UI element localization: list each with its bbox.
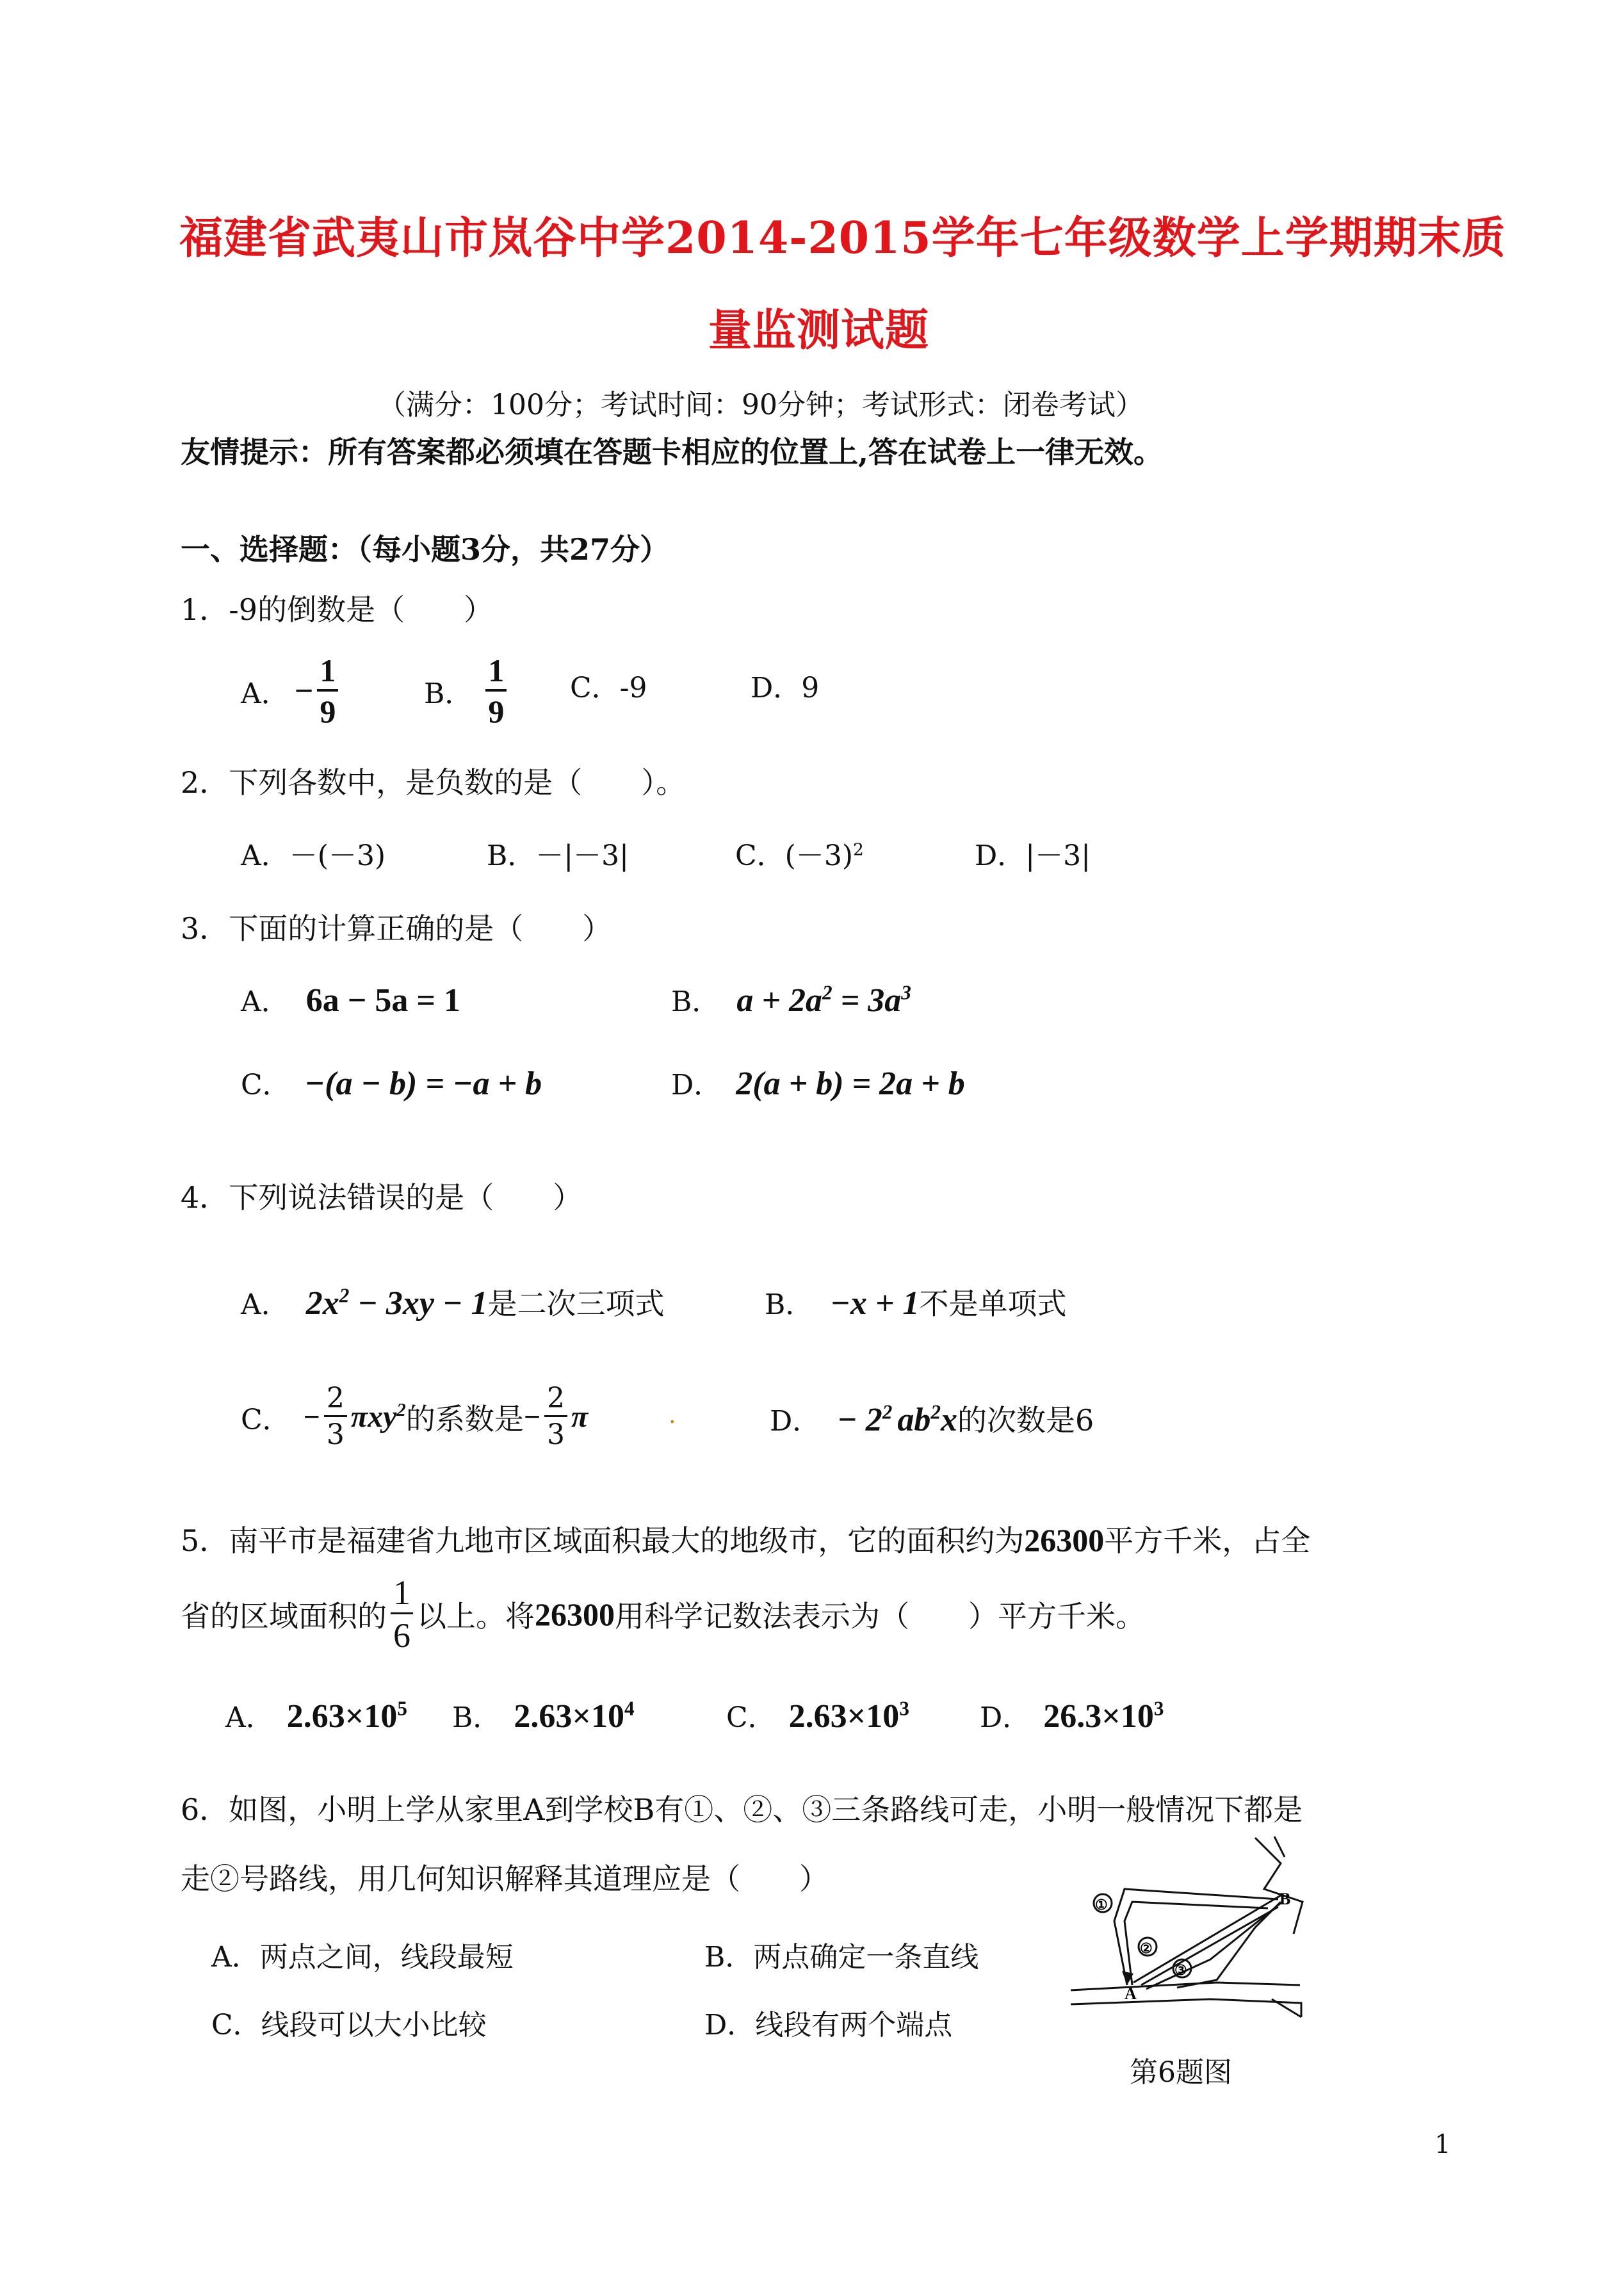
math-expression bbox=[351, 1399, 406, 1434]
question-1-option-b bbox=[424, 654, 510, 727]
text: 5．南平市是福建省九地市区域面积最大的地级市，它的面积约为 bbox=[181, 1523, 1025, 1558]
figure-caption: 第6题图 bbox=[1130, 2056, 1232, 2089]
option-label: A． bbox=[225, 1701, 274, 1734]
math-expression bbox=[1043, 1698, 1164, 1735]
option-text: 是二次三项式 bbox=[487, 1286, 665, 1321]
stray-dot-mark: . bbox=[669, 1402, 676, 1429]
exponent: 5 bbox=[397, 1697, 408, 1720]
exponent: 2 bbox=[339, 1284, 350, 1307]
route-2-line bbox=[1133, 1895, 1281, 1983]
document-title-line-2: 量监测试题 bbox=[708, 305, 930, 356]
math-expression: 6a − 5a = 1 bbox=[305, 982, 461, 1019]
expr-part: x bbox=[940, 1402, 957, 1438]
number: 26300 bbox=[535, 1596, 615, 1632]
denominator: 9 bbox=[320, 693, 336, 729]
option-label: B． bbox=[424, 677, 473, 710]
option-label: C． bbox=[726, 1701, 776, 1734]
question-5-option-b bbox=[452, 1694, 635, 1735]
question-4-option-a bbox=[241, 1281, 664, 1323]
point-b-label: B bbox=[1279, 1890, 1291, 1908]
question-5-option-d bbox=[980, 1694, 1164, 1735]
question-4-option-b bbox=[765, 1281, 1066, 1323]
exponent: 2 bbox=[930, 1400, 941, 1423]
expr-part: 26.3×10 bbox=[1043, 1698, 1154, 1735]
math-expression: −(a − b) = −a + b bbox=[304, 1066, 542, 1102]
option-label: B． bbox=[671, 985, 720, 1018]
fraction bbox=[391, 1575, 413, 1653]
numerator: 2 bbox=[324, 1384, 347, 1417]
math-expression bbox=[287, 1698, 407, 1735]
question-3-option-d bbox=[671, 1062, 965, 1103]
exponent: 4 bbox=[624, 1697, 635, 1720]
option-label: A． bbox=[241, 677, 289, 710]
route-1-line bbox=[1114, 1889, 1278, 1985]
question-2-option-b: B．－|－3| bbox=[487, 839, 629, 872]
denominator: 3 bbox=[326, 1418, 345, 1451]
expr-part: 2x bbox=[305, 1285, 339, 1322]
option-label: B． bbox=[452, 1701, 501, 1734]
reminder: 友情提示：所有答案都必须填在答题卡相应的位置上,答在试卷上一律无效。 bbox=[181, 435, 1164, 469]
option-label: D． bbox=[770, 1405, 821, 1438]
math-expression bbox=[306, 1285, 488, 1322]
option-label: C． bbox=[241, 1069, 291, 1101]
exponent: 3 bbox=[901, 981, 911, 1004]
math-expression bbox=[837, 1401, 957, 1439]
minus-sign: − bbox=[523, 1400, 541, 1433]
option-text: 不是单项式 bbox=[919, 1286, 1067, 1321]
fraction bbox=[324, 1384, 347, 1449]
exponent: 2 bbox=[396, 1400, 406, 1420]
exponent: 2 bbox=[853, 839, 864, 860]
expr-part: − 3xy − 1 bbox=[349, 1285, 488, 1322]
fraction bbox=[544, 1384, 567, 1449]
question-6-option-d: D．线段有两个端点 bbox=[704, 2009, 953, 2041]
option-label: B． bbox=[765, 1288, 814, 1321]
option-label: D． bbox=[671, 1069, 722, 1101]
denominator: 9 bbox=[488, 693, 505, 729]
math-expression: −x + 1 bbox=[830, 1285, 920, 1322]
denominator: 6 bbox=[393, 1616, 410, 1655]
question-5-option-c bbox=[726, 1694, 909, 1735]
route-2-label: ② bbox=[1140, 1940, 1153, 1956]
numerator: 1 bbox=[317, 654, 338, 692]
page-number: 1 bbox=[1434, 2130, 1451, 2159]
minus-sign: − bbox=[294, 672, 314, 710]
numerator: 1 bbox=[391, 1575, 413, 1614]
denominator: 3 bbox=[547, 1418, 565, 1451]
question-3-option-a bbox=[241, 978, 460, 1019]
question-4-stem: 4．下列说法错误的是（ ） bbox=[181, 1180, 583, 1215]
road-line bbox=[1274, 1837, 1285, 1857]
route-map-figure bbox=[1063, 1831, 1319, 2023]
math-expression bbox=[736, 982, 911, 1019]
question-6-option-a: A．两点之间，线段最短 bbox=[211, 1941, 514, 1974]
option-label: D． bbox=[980, 1701, 1031, 1734]
exam-info: （满分：100分；考试时间：90分钟；考试形式：闭卷考试） bbox=[378, 389, 1144, 421]
question-1-stem: 1．-9的倒数是（ ） bbox=[181, 592, 494, 627]
document-title-line-1: 福建省武夷山市岚谷中学2014-2015学年七年级数学上学期期末质 bbox=[179, 213, 1506, 264]
question-6-option-c: C．线段可以大小比较 bbox=[211, 2009, 487, 2041]
question-4-option-d bbox=[770, 1397, 1094, 1439]
question-5-option-a bbox=[225, 1694, 407, 1735]
text: 省的区域面积的 bbox=[181, 1598, 387, 1634]
math-expression bbox=[514, 1698, 634, 1735]
question-1-option-d: D．9 bbox=[751, 672, 820, 704]
question-5-line-2 bbox=[181, 1575, 1145, 1653]
option-label: A． bbox=[241, 1288, 289, 1321]
numerator: 2 bbox=[544, 1384, 567, 1417]
option-text: 的系数是 bbox=[405, 1401, 524, 1436]
exponent: 3 bbox=[1153, 1697, 1164, 1720]
expr-part: πxy bbox=[350, 1400, 397, 1434]
minus-sign: − bbox=[303, 1400, 320, 1433]
text: 用科学记数法表示为（ ）平方千米。 bbox=[615, 1598, 1145, 1634]
question-3-stem: 3．下面的计算正确的是（ ） bbox=[181, 911, 612, 946]
question-2-option-c bbox=[735, 832, 864, 873]
question-3-option-b bbox=[671, 978, 911, 1019]
expr-part: 2.63×10 bbox=[788, 1698, 900, 1735]
exponent: 2 bbox=[882, 1400, 893, 1423]
fraction bbox=[317, 654, 338, 727]
number: 26300 bbox=[1024, 1522, 1105, 1558]
expr-part: 2.63×10 bbox=[286, 1698, 398, 1735]
option-label: A． bbox=[241, 985, 289, 1018]
question-2-option-a: A．－(－3) bbox=[241, 839, 386, 872]
expr-part: ab bbox=[897, 1402, 931, 1438]
route-2-line bbox=[1141, 1907, 1278, 1985]
exponent: 3 bbox=[899, 1697, 909, 1720]
math-expression: 2(a + b) = 2a + b bbox=[736, 1066, 965, 1102]
question-6-option-b: B．两点确定一条直线 bbox=[704, 1941, 979, 1974]
exponent: 2 bbox=[822, 981, 832, 1004]
option-label: C． bbox=[241, 1403, 291, 1436]
point-a-label: A bbox=[1125, 1984, 1137, 2003]
expr-part: 2.63×10 bbox=[514, 1698, 624, 1735]
question-1-option-a bbox=[241, 654, 342, 727]
question-2-stem: 2．下列各数中，是负数的是（ ）。 bbox=[181, 765, 686, 800]
text: 以上。将 bbox=[417, 1598, 535, 1634]
question-4-option-c bbox=[241, 1384, 588, 1449]
road-line bbox=[1071, 1999, 1301, 2017]
fraction bbox=[485, 654, 507, 727]
question-3-option-c bbox=[241, 1062, 542, 1103]
route-1-label: ① bbox=[1095, 1897, 1108, 1913]
question-6-line-1: 6．如图，小明上学从家里A到学校B有①、②、③三条路线可走，小明一般情况下都是 bbox=[181, 1792, 1303, 1827]
question-1-option-c: C．-9 bbox=[570, 672, 647, 704]
section-heading: 一、选择题：（每小题3分，共27分） bbox=[181, 532, 670, 567]
expr-part: = 3a bbox=[832, 982, 902, 1019]
text: 平方千米，占全 bbox=[1104, 1523, 1311, 1558]
expr-part: a + 2a bbox=[736, 982, 822, 1019]
expr-part: − 2 bbox=[837, 1402, 882, 1438]
question-6-line-2: 走②号路线，用几何知识解释其道理应是（ ） bbox=[181, 1861, 829, 1896]
math-expression bbox=[789, 1698, 909, 1735]
question-2-option-d: D．|－3| bbox=[975, 839, 1091, 872]
route-3-label: ③ bbox=[1174, 1962, 1187, 1978]
option-text: 的次数是6 bbox=[957, 1403, 1094, 1438]
question-5-line-1 bbox=[181, 1518, 1310, 1560]
option-text: C．(－3) bbox=[735, 839, 853, 872]
math-expression: π bbox=[571, 1400, 589, 1434]
numerator: 1 bbox=[485, 654, 507, 692]
